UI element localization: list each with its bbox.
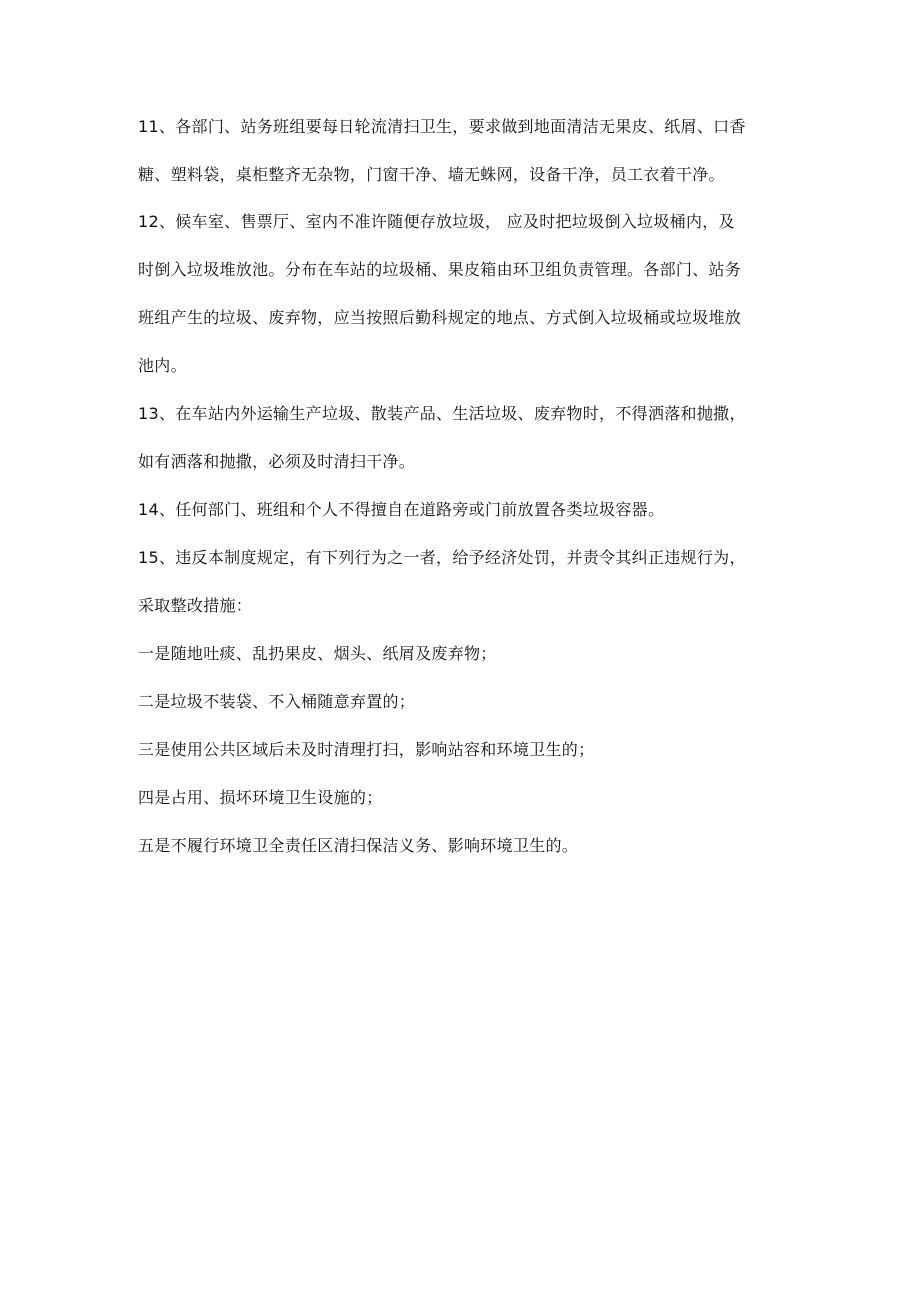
item-13-line-2: 如有洒落和抛撒，必须及时清扫干净。 (138, 452, 416, 471)
item-14-line-1: 14、任何部门、班组和个人不得擅自在道路旁或门前放置各类垃圾容器。 (138, 500, 665, 519)
penalty-item-5: 五是不履行环境卫全责任区清扫保洁义务、影响环境卫生的。 (138, 836, 579, 855)
item-12-line-2: 时倒入垃圾堆放池。分布在车站的垃圾桶、果皮箱由环卫组负责管理。各部门、站务 (138, 260, 742, 279)
item-15-line-1: 15、违反本制度规定，有下列行为之一者，给予经济处罚，并责令其纠正违规行为， (138, 548, 746, 567)
item-13-line-1: 13、在车站内外运输生产垃圾、散装产品、生活垃圾、废弃物时，不得洒落和抛撒， (138, 404, 746, 423)
penalty-item-3: 三是使用公共区域后未及时清理打扫，影响站容和环境卫生的； (138, 740, 595, 759)
item-11-line-2: 糖、塑料袋，桌柜整齐无杂物，门窗干净、墙无蛛网，设备干净，员工衣着干净。 (138, 165, 725, 184)
penalty-item-2: 二是垃圾不装袋、不入桶随意弃置的； (138, 692, 416, 711)
item-12-line-4: 池内。 (138, 356, 187, 375)
item-12-line-1: 12、候车室、售票厅、室内不准许随便存放垃圾， 应及时把垃圾倒入垃圾桶内，及 (138, 212, 735, 231)
item-11-line-1: 11、各部门、站务班组要每日轮流清扫卫生，要求做到地面清洁无果皮、纸屑、口香 (138, 117, 746, 136)
item-15-line-2: 采取整改措施： (138, 596, 253, 615)
penalty-item-4: 四是占用、损坏环境卫生设施的； (138, 788, 383, 807)
item-12-line-3: 班组产生的垃圾、废弃物，应当按照后勤科规定的地点、方式倒入垃圾桶或垃圾堆放 (138, 308, 742, 327)
penalty-item-1: 一是随地吐痰、乱扔果皮、烟头、纸屑及废弃物； (138, 644, 497, 663)
